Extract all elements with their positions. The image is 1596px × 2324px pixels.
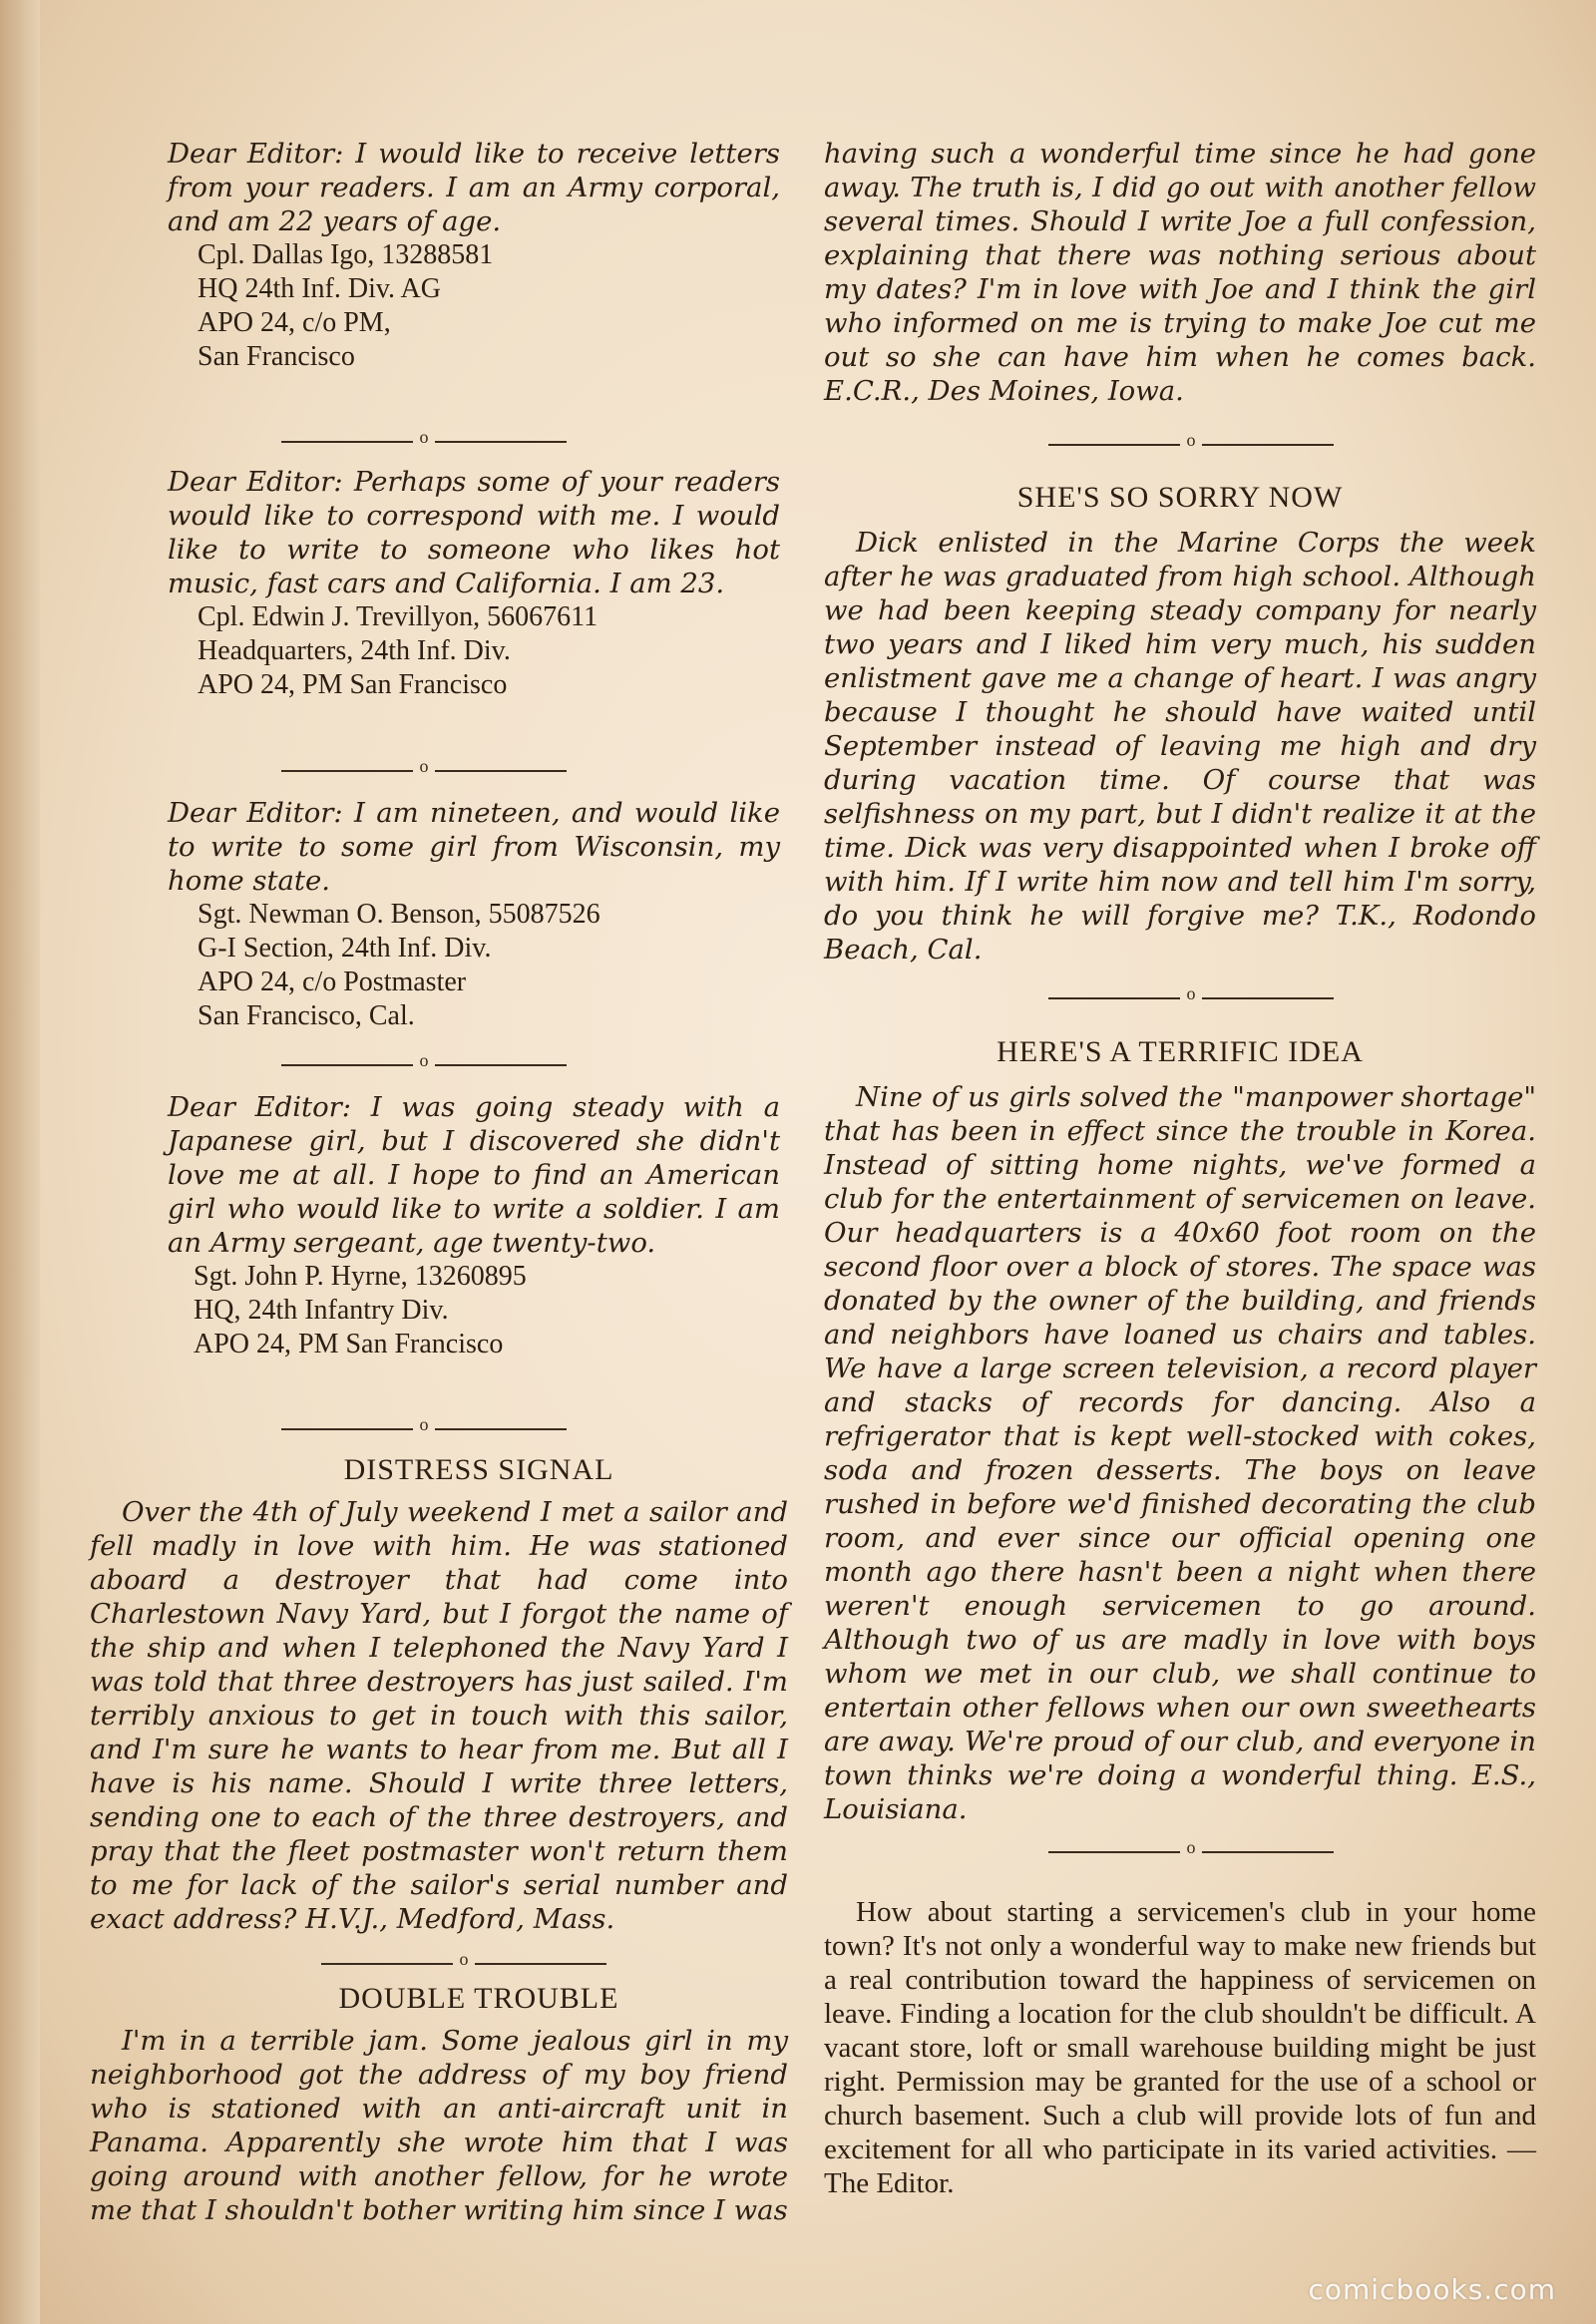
- editor-note-text: How about starting a servicemen's club in your home town? It's not only a wonderful way to make new friends but a real contribution toward the happiness of servicemen on leave. Finding a location for the club shouldn't be difficult. A vacant store, loft or small warehouse building might be just right. Permission may be granted for the use of a school or church basement. Such a club will provide lots of fun and excitement for all who participate in its varied activities. — The Editor.: [824, 1896, 1536, 2199]
- letter-text: Dear Editor: I was going steady with a Japanese girl, but I discovered she didn't love me at all. I hope to find an American girl who would like to write a soldier. I am an Army sergeant, age twenty-two.: [168, 1091, 780, 1259]
- watermark: comicbooks.com: [1308, 2273, 1556, 2306]
- address-line: HQ 24th Inf. Div. AG: [198, 273, 441, 304]
- address-line: APO 24, c/o PM,: [198, 307, 391, 338]
- address-line: San Francisco: [198, 341, 355, 372]
- letter-block: [90, 1495, 788, 1936]
- address-block: [90, 1260, 788, 1361]
- address-line: G-I Section, 24th Inf. Div.: [198, 933, 492, 964]
- letter-block: [90, 796, 788, 1033]
- section-divider: o: [90, 1418, 788, 1438]
- section-divider: o: [824, 434, 1536, 454]
- section-divider: o: [824, 987, 1536, 1007]
- section-heading: DOUBLE TROUBLE: [338, 1982, 619, 2015]
- address-line: Sgt. John P. Hyrne, 13260895: [194, 1261, 527, 1292]
- letter-block: [824, 526, 1536, 967]
- section-divider: o: [824, 1841, 1536, 1861]
- letter-block: [824, 137, 1536, 408]
- page-edge: [0, 0, 40, 2324]
- section-divider: o: [90, 431, 788, 451]
- section-heading: DISTRESS SIGNAL: [343, 1453, 614, 1486]
- address-block: [90, 600, 788, 702]
- address-line: Cpl. Dallas Igo, 13288581: [198, 239, 494, 270]
- letter-text: Dear Editor: I am nineteen, and would like to write to some girl from Wisconsin, my home state.: [168, 797, 780, 897]
- letter-block: [824, 1080, 1536, 1826]
- address-line: HQ, 24th Infantry Div.: [194, 1295, 449, 1326]
- letter-block: [90, 2024, 788, 2227]
- section-divider: o: [90, 1054, 788, 1074]
- address-block: [90, 238, 788, 374]
- letter-block: [90, 137, 788, 374]
- address-line: Cpl. Edwin J. Trevillyon, 56067611: [198, 601, 598, 632]
- letter-text: Dear Editor: I would like to receive letters from your readers. I am an Army corporal, and am 22 years of age.: [168, 138, 780, 237]
- letter-text: Dear Editor: Perhaps some of your readers would like to correspond with me. I would like to write to someone who likes hot music, fast cars and California. I am 23.: [168, 466, 780, 599]
- letter-text: I'm in a terrible jam. Some jealous girl in my neighborhood got the address of my boy friend who is stationed with an anti-aircraft unit in Panama. Apparently she wrote him that I was going around with another fellow, for he wrote me that I shouldn't bother writing him since I was: [90, 2025, 788, 2226]
- letter-text: Nine of us girls solved the "manpower shortage" that has been in effect since the trouble in Korea. Instead of sitting home nights, we've formed a club for the entertainment of servicemen on leave. Our headquarters is a 40x60 foot room on the second floor over a block of stores. The space was donated by the owner of the building, and friends and neighbors have loaned us chairs and tables. We have a large screen television, a record player and stacks of records for dancing. Also a refrigerator that is kept well-stocked with cokes, soda and frozen desserts. The boys on leave rushed in before we'd finished decorating the club room, and ever since our official opening one month ago there hasn't been a night when there weren't enough servicemen to go around. Although two of us are madly in love with boys whom we met in our club, we shall continue to entertain other fellows when our own sweethearts are away. We're proud of our club, and everyone in town thinks we're doing a wonderful thing. E.S., Louisiana.: [824, 1081, 1536, 1825]
- address-line: Sgt. Newman O. Benson, 55087526: [198, 899, 600, 930]
- section-divider: o: [90, 1953, 788, 1973]
- address-block: [90, 898, 788, 1033]
- address-line: APO 24, PM San Francisco: [198, 669, 508, 700]
- letter-text: Dick enlisted in the Marine Corps the week after he was graduated from high school. Although we had been keeping steady company for nearly two years and I liked him very much, his sudden enlistment gave me a change of heart. I was angry because I thought he should have waited until September instead of leaving me high and dry during vacation time. Of course that was selfishness on my part, but I didn't realize it at the time. Dick was very disappointed when I broke off with him. If I write him now and tell him I'm sorry, do you think he will forgive me? T.K., Rodondo Beach, Cal.: [824, 527, 1536, 966]
- letter-block: [90, 1090, 788, 1361]
- section-heading: HERE'S A TERRIFIC IDEA: [997, 1035, 1364, 1068]
- editor-note: [824, 1895, 1536, 2200]
- letter-text: having such a wonderful time since he had gone away. The truth is, I did go out with another fellow several times. Should I write Joe a full confession, explaining that there was nothing serious about my dates? I'm in love with Joe and I think the girl who informed on me is trying to make Joe cut me out so she can have him when he comes back. E.C.R., Des Moines, Iowa.: [824, 138, 1536, 407]
- section-heading: SHE'S SO SORRY NOW: [1016, 481, 1344, 514]
- address-line: Headquarters, 24th Inf. Div.: [198, 635, 511, 666]
- section-divider: o: [90, 760, 788, 780]
- address-line: APO 24, c/o Postmaster: [198, 967, 467, 997]
- letter-text: Over the 4th of July weekend I met a sailor and fell madly in love with him. He was stationed aboard a destroyer that had come into Charlestown Navy Yard, but I forgot the name of the ship and when I telephoned the Navy Yard I was told that three destroyers has just sailed. I'm terribly anxious to get in touch with this sailor, and I'm sure he wants to hear from me. But all I have is his name. Should I write three letters, sending one to each of the three destroyers, and pray that the fleet postmaster won't return them to me for lack of the sailor's serial number and exact address? H.V.J., Medford, Mass.: [90, 1496, 788, 1935]
- letter-block: [90, 465, 788, 702]
- address-line: APO 24, PM San Francisco: [194, 1329, 504, 1359]
- address-line: San Francisco, Cal.: [198, 1000, 415, 1031]
